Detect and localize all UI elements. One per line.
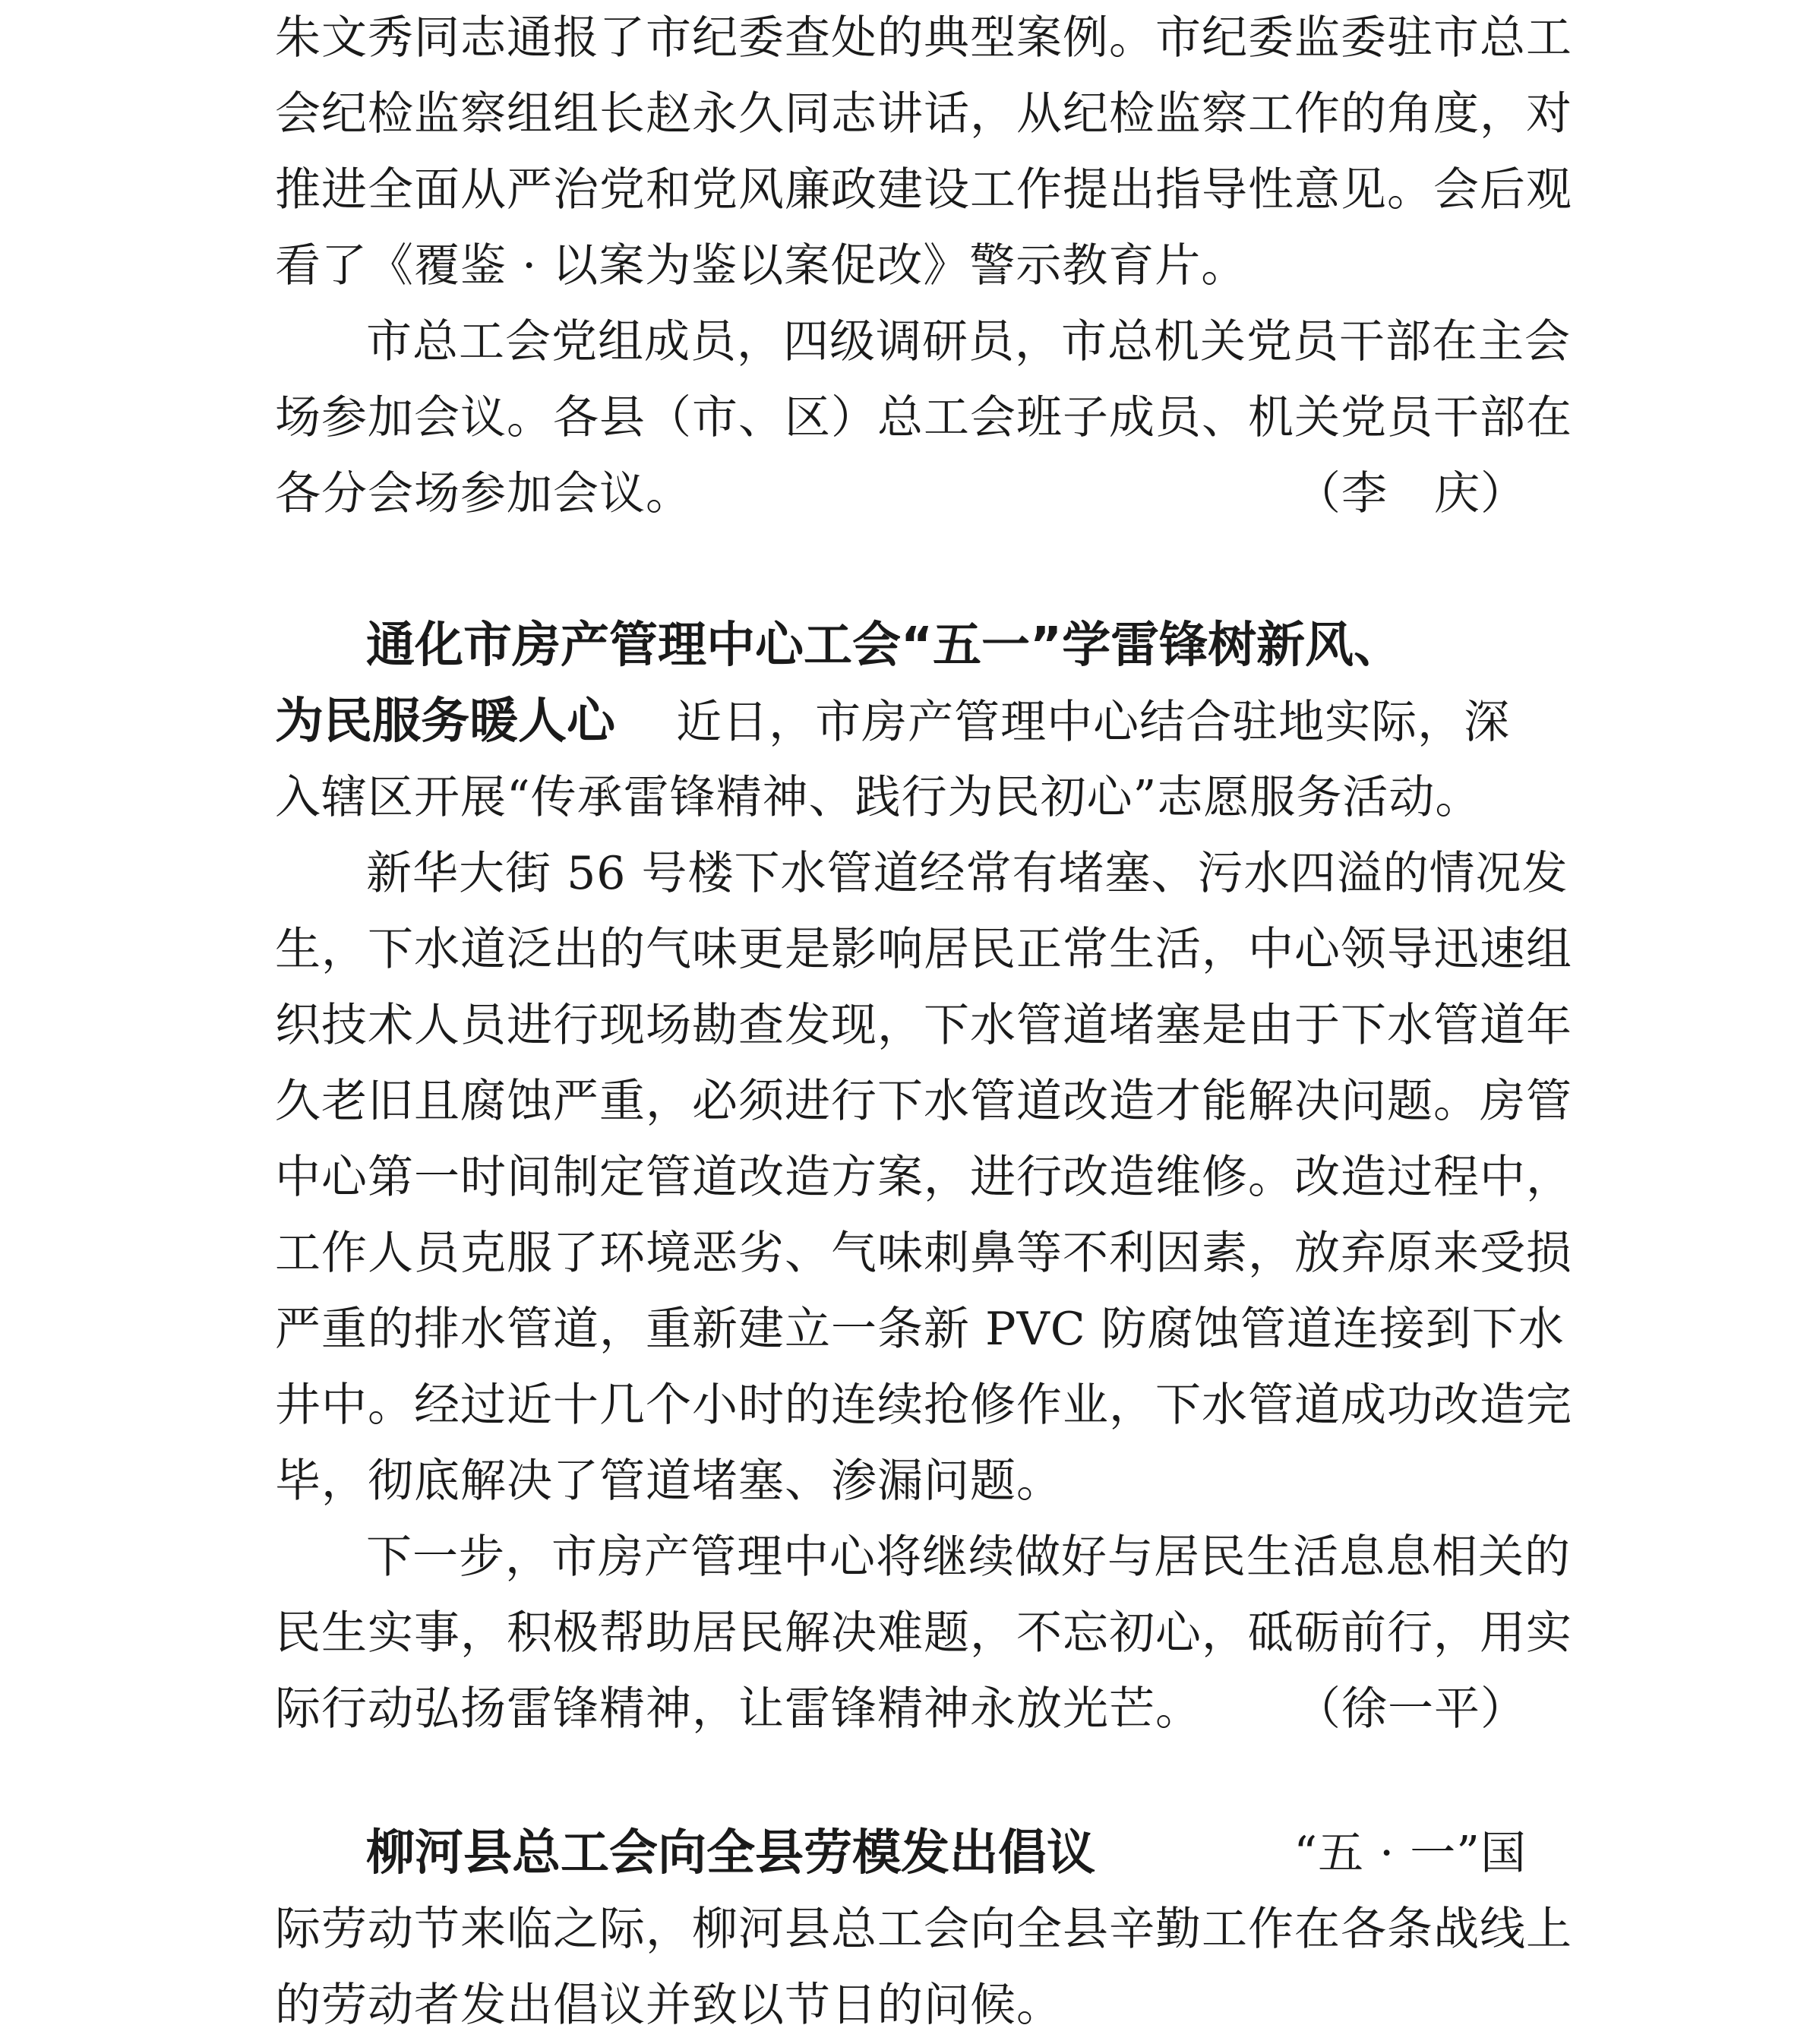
text-line: 看了《覆鉴 · 以案为鉴以案促改》警示教育片。 xyxy=(275,239,1248,292)
text-line xyxy=(275,1671,1534,1747)
text-line: 新华大街 56 号楼下水管道经常有堵塞、污水四溢的情况发 xyxy=(366,847,1568,900)
text-line: 民生实事，积极帮助居民解决难题，不忘初心，砥砺前行，用实 xyxy=(275,1606,1572,1660)
article-headline: 柳河县总工会向全县劳模发出倡议 xyxy=(366,1825,1095,1881)
text-segment: 各分会场参加会议。 xyxy=(275,467,692,520)
article-headline: 通化市房产管理中心工会“五一”学雷锋树新风、 xyxy=(366,618,1403,674)
text-line xyxy=(275,1815,1534,1891)
text-line: 入辖区开展“传承雷锋精神、践行为民初心”志愿服务活动。 xyxy=(275,771,1482,824)
text-line: 中心第一时间制定管道改造方案，进行改造维修。改造过程中， xyxy=(275,1151,1572,1204)
lead-text: “五 · 一”国 xyxy=(1294,1827,1527,1880)
author-credit: （李 庆） xyxy=(1295,467,1527,520)
text-line xyxy=(275,456,1534,532)
text-line: 工作人员克服了环境恶劣、气味刺鼻等不利因素，放弃原来受损 xyxy=(275,1227,1572,1280)
text-line: 久老旧且腐蚀严重，必须进行下水管道改造才能解决问题。房管 xyxy=(275,1075,1572,1128)
text-line: 推进全面从严治党和党风廉政建设工作提出指导性意见。会后观 xyxy=(275,163,1572,216)
text-line: 下一步，市房产管理中心将继续做好与居民生活息息相关的 xyxy=(366,1531,1571,1584)
text-line: 织技术人员进行现场勘查发现，下水管道堵塞是由于下水管道年 xyxy=(275,999,1572,1052)
text-line: 际劳动节来临之际，柳河县总工会向全县辛勤工作在各条战线上 xyxy=(275,1903,1572,1956)
text-line: 朱文秀同志通报了市纪委查处的典型案例。市纪委监委驻市总工 xyxy=(275,11,1572,65)
text-line: 毕，彻底解决了管道堵塞、渗漏问题。 xyxy=(275,1455,1063,1508)
text-segment: 际行动弘扬雷锋精神，让雷锋精神永放光芒。 xyxy=(275,1682,1202,1736)
text-line: 场参加会议。各县（市、区）总工会班子成员、机关党员干部在 xyxy=(275,391,1572,444)
article-headline-continued: 为民服务暖人心 xyxy=(275,693,615,750)
text-line: 会纪检监察组组长赵永久同志讲话，从纪检监察工作的角度，对 xyxy=(275,87,1572,141)
text-line xyxy=(275,684,1534,760)
text-line: 井中。经过近十几个小时的连续抢修作业，下水管道成功改造完 xyxy=(275,1379,1572,1432)
text-line: 的劳动者发出倡议并致以节日的问候。 xyxy=(275,1979,1063,2032)
text-line: 生，下水道泛出的气味更是影响居民正常生活，中心领导迅速组 xyxy=(275,923,1572,976)
text-line: 严重的排水管道，重新建立一条新 PVC 防腐蚀管道连接到下水 xyxy=(275,1303,1565,1356)
text-line: 市总工会党组成员，四级调研员，市总机关党员干部在主会 xyxy=(366,315,1571,368)
lead-text: 近日，市房产管理中心结合驻地实际，深 xyxy=(676,696,1511,749)
author-credit: （徐一平） xyxy=(1295,1682,1527,1736)
